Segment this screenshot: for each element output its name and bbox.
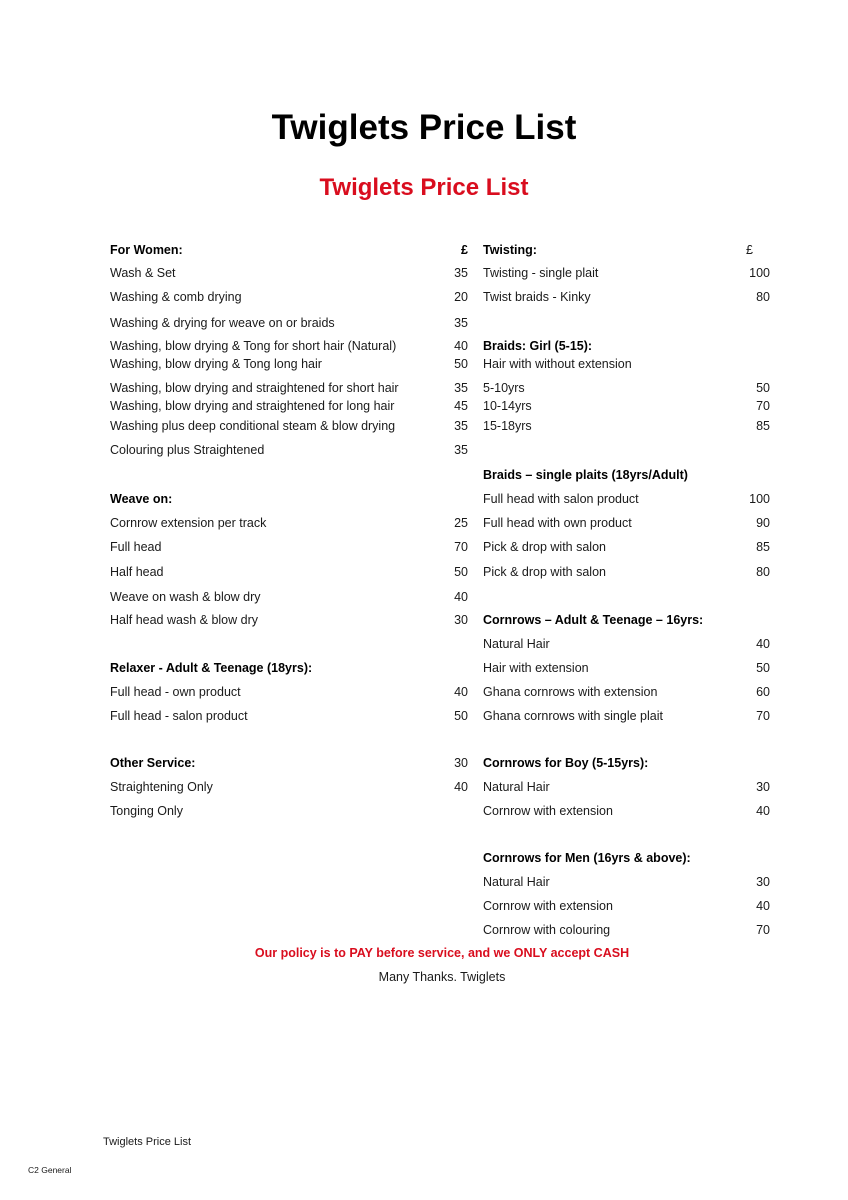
section-heading-weave-on: Weave on: (110, 492, 173, 506)
service-name: Wash & Set (110, 266, 176, 280)
service-price: 80 (756, 290, 770, 304)
section-note: Hair with without extension (483, 357, 632, 371)
service-name: Twist braids - Kinky (483, 290, 591, 304)
service-price: 25 (454, 516, 468, 530)
service-price: 70 (756, 709, 770, 723)
service-price: 40 (454, 339, 468, 353)
service-name: Full head - own product (110, 685, 241, 699)
service-price: 70 (756, 399, 770, 413)
service-price: 50 (756, 661, 770, 675)
service-price: 85 (756, 540, 770, 554)
service-name: Natural Hair (483, 875, 550, 889)
service-name: Pick & drop with salon (483, 565, 606, 579)
service-name: Washing & comb drying (110, 290, 242, 304)
service-name: Cornrow with extension (483, 804, 613, 818)
service-price: 50 (756, 381, 770, 395)
service-price: 70 (454, 540, 468, 554)
service-name: Hair with extension (483, 661, 589, 675)
page-subtitle: Twiglets Price List (319, 174, 529, 201)
service-price: 50 (454, 565, 468, 579)
service-price: 50 (454, 357, 468, 371)
service-price: 40 (756, 804, 770, 818)
service-name: Washing, blow drying and straightened for long hair (110, 399, 395, 413)
currency-symbol: £ (461, 243, 468, 257)
service-name: Washing plus deep conditional steam & blow drying (110, 419, 396, 433)
service-name: Cornrow with colouring (483, 923, 611, 937)
service-name: Ghana cornrows with extension (483, 685, 658, 699)
service-price: 35 (454, 381, 468, 395)
service-price: 80 (756, 565, 770, 579)
service-price: 100 (749, 492, 770, 506)
section-heading-cornrows-boy: Cornrows for Boy (5-15yrs): (483, 756, 649, 770)
service-price: 30 (756, 875, 770, 889)
payment-policy: Our policy is to PAY before service, and we ONLY accept CASH (254, 946, 630, 960)
service-price: 45 (454, 399, 468, 413)
service-price: 30 (454, 613, 468, 627)
service-name: Ghana cornrows with single plait (483, 709, 663, 723)
section-heading-cornrows-men: Cornrows for Men (16yrs & above): (483, 851, 691, 865)
service-price: 85 (756, 419, 770, 433)
service-price: 40 (756, 899, 770, 913)
service-name: 10-14yrs (483, 399, 532, 413)
section-heading-twisting: Twisting: (483, 243, 537, 257)
service-name: Half head (110, 565, 164, 579)
service-price: 40 (454, 685, 468, 699)
classification-label: C2 General (28, 1165, 72, 1175)
service-price: 90 (756, 516, 770, 530)
service-name: Washing, blow drying & Tong long hair (110, 357, 322, 371)
service-price: 35 (454, 419, 468, 433)
service-name: Washing & drying for weave on or braids (110, 316, 335, 330)
section-heading-for-women: For Women: (110, 243, 183, 257)
service-name: Weave on wash & blow dry (110, 590, 261, 604)
service-price: 100 (749, 266, 770, 280)
service-name: Tonging Only (110, 804, 183, 818)
service-name: Colouring plus Straightened (110, 443, 265, 457)
service-name: Pick & drop with salon (483, 540, 606, 554)
service-name: Natural Hair (483, 780, 550, 794)
service-price: 70 (756, 923, 770, 937)
service-price: 35 (454, 443, 468, 457)
thanks-note: Many Thanks. Twiglets (378, 970, 506, 984)
service-price: 35 (454, 266, 468, 280)
service-price: 20 (454, 290, 468, 304)
service-name: Natural Hair (483, 637, 550, 651)
service-name: Twisting - single plait (483, 266, 599, 280)
section-heading-braids-girl: Braids: Girl (5-15): (483, 339, 593, 353)
service-name: 5-10yrs (483, 381, 525, 395)
service-price: 30 (756, 780, 770, 794)
section-heading-other-service: Other Service: (110, 756, 196, 770)
service-price: 50 (454, 709, 468, 723)
page-footer: Twiglets Price List (103, 1136, 192, 1148)
service-name: Washing, blow drying and straightened for short hair (110, 381, 399, 395)
service-name: Cornrow with extension (483, 899, 613, 913)
section-heading-cornrows-adult: Cornrows – Adult & Teenage – 16yrs: (483, 613, 704, 627)
currency-symbol: £ (746, 243, 753, 257)
service-price: 35 (454, 316, 468, 330)
section-heading-relaxer: Relaxer - Adult & Teenage (18yrs): (110, 661, 313, 675)
service-name: Washing, blow drying & Tong for short hair (Natural) (110, 339, 397, 353)
page-title: Twiglets Price List (271, 108, 577, 147)
section-heading-braids-single: Braids – single plaits (18yrs/Adult) (483, 468, 688, 482)
service-name: Cornrow extension per track (110, 516, 267, 530)
service-name: Straightening Only (110, 780, 213, 794)
service-name: Full head with salon product (483, 492, 639, 506)
service-price: 40 (756, 637, 770, 651)
service-price: 60 (756, 685, 770, 699)
service-price: 30 (454, 756, 468, 770)
service-price: 40 (454, 590, 468, 604)
service-name: Full head - salon product (110, 709, 248, 723)
service-name: Full head with own product (483, 516, 632, 530)
service-name: 15-18yrs (483, 419, 532, 433)
service-name: Full head (110, 540, 162, 554)
service-price: 40 (454, 780, 468, 794)
service-name: Half head wash & blow dry (110, 613, 258, 627)
